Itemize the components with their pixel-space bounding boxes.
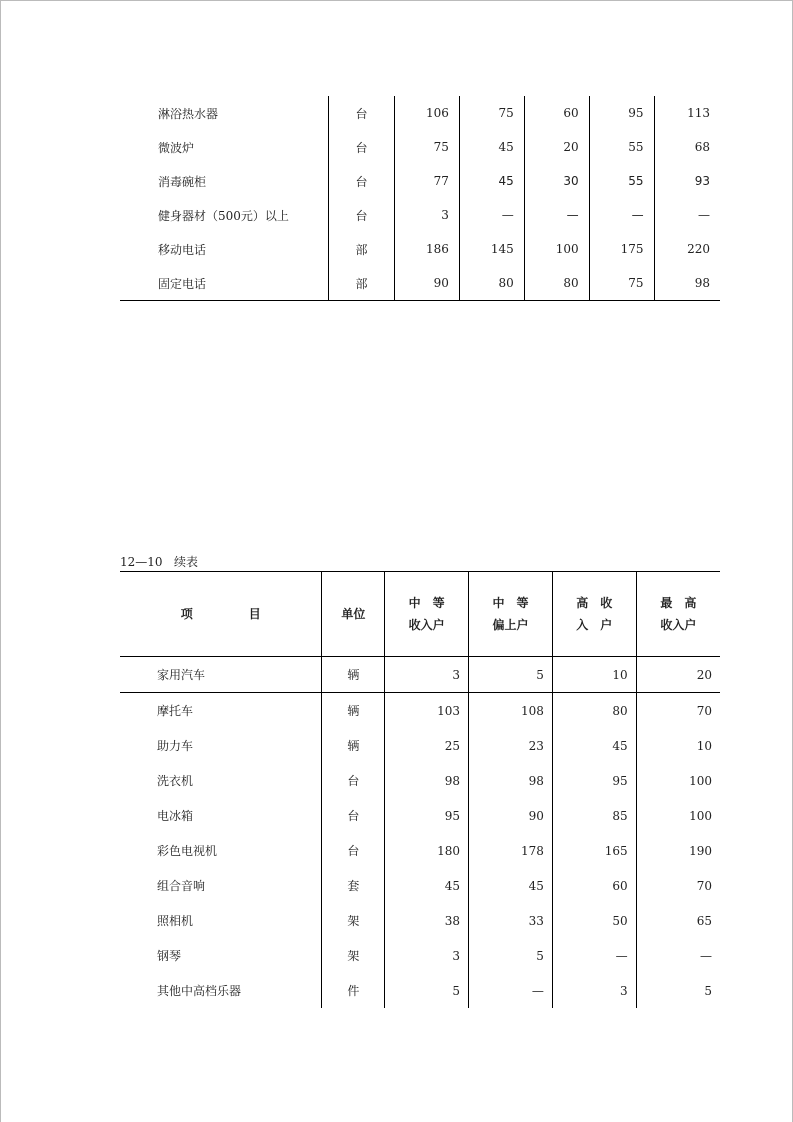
header-item-b: 目 xyxy=(248,607,261,621)
value-cell: 68 xyxy=(654,130,720,164)
item-name: 摩托车 xyxy=(157,704,194,718)
value-cell: 98 xyxy=(385,763,469,798)
table-header-row xyxy=(120,572,720,657)
item-name: 家用汽车 xyxy=(120,657,322,693)
value-cell: 95 xyxy=(589,96,654,130)
header-unit: 单位 xyxy=(322,572,385,657)
value-cell: 5 xyxy=(469,657,553,693)
value-cell: 190 xyxy=(636,833,720,868)
header-col2-line1: 中 等 xyxy=(492,596,529,610)
value-cell: 75 xyxy=(459,96,524,130)
table-row xyxy=(120,693,720,729)
item-unit: 台 xyxy=(329,198,395,232)
value-cell: 45 xyxy=(459,164,524,198)
header-col1 xyxy=(385,572,469,657)
table-row xyxy=(120,973,720,1008)
item-unit: 部 xyxy=(329,232,395,266)
value-cell: 45 xyxy=(459,130,524,164)
value-cell: 80 xyxy=(459,266,524,301)
page-border-top xyxy=(0,0,793,1)
value-cell: 75 xyxy=(589,266,654,301)
item-unit: 台 xyxy=(322,798,385,833)
value-cell: 80 xyxy=(524,266,589,301)
value-cell: 5 xyxy=(469,938,553,973)
table-row xyxy=(120,728,720,763)
header-col3-line1: 高 收 xyxy=(576,596,613,610)
value-cell: 100 xyxy=(636,798,720,833)
table-row xyxy=(120,266,720,301)
item-unit: 架 xyxy=(322,938,385,973)
value-cell: 165 xyxy=(552,833,636,868)
table-row xyxy=(120,833,720,868)
header-col1-line1: 中 等 xyxy=(408,596,445,610)
header-col2-line2: 偏上户 xyxy=(492,618,529,632)
item-name: 移动电话 xyxy=(158,242,207,257)
value-cell: 5 xyxy=(636,973,720,1008)
page-border-left xyxy=(0,0,1,1122)
value-cell: 25 xyxy=(385,728,469,763)
value-cell: 108 xyxy=(469,693,553,729)
item-name: 淋浴热水器 xyxy=(158,106,219,121)
value-cell: 220 xyxy=(654,232,720,266)
table-row xyxy=(120,903,720,938)
table-row xyxy=(120,164,720,198)
item-unit: 件 xyxy=(322,973,385,1008)
item-name: 微波炉 xyxy=(158,140,195,155)
value-cell: 93 xyxy=(654,164,720,198)
header-item xyxy=(120,572,322,657)
value-cell: 100 xyxy=(524,232,589,266)
value-cell: 95 xyxy=(385,798,469,833)
value-cell: 3 xyxy=(385,938,469,973)
value-cell: 85 xyxy=(552,798,636,833)
appliance-ownership-table-part2 xyxy=(120,571,720,1008)
value-cell: 90 xyxy=(469,798,553,833)
table-row xyxy=(120,130,720,164)
value-cell: 145 xyxy=(459,232,524,266)
value-cell: 98 xyxy=(469,763,553,798)
table-row xyxy=(120,198,720,232)
value-cell: 45 xyxy=(469,868,553,903)
item-name: 彩色电视机 xyxy=(157,844,218,858)
item-name: 钢琴 xyxy=(157,949,182,963)
value-cell: 3 xyxy=(552,973,636,1008)
item-name: 助力车 xyxy=(157,739,194,753)
table-row xyxy=(120,763,720,798)
value-cell: 95 xyxy=(552,763,636,798)
value-cell: — xyxy=(636,938,720,973)
item-unit: 架 xyxy=(322,903,385,938)
item-name: 照相机 xyxy=(157,914,194,928)
value-cell: 103 xyxy=(385,693,469,729)
table-row xyxy=(120,868,720,903)
value-cell: 186 xyxy=(394,232,459,266)
value-cell: 75 xyxy=(394,130,459,164)
item-unit: 部 xyxy=(329,266,395,301)
value-cell: 45 xyxy=(385,868,469,903)
value-cell: 65 xyxy=(636,903,720,938)
table-row xyxy=(120,938,720,973)
appliance-ownership-table-part1 xyxy=(120,96,720,301)
value-cell: 180 xyxy=(385,833,469,868)
value-cell: 90 xyxy=(394,266,459,301)
value-cell: 33 xyxy=(469,903,553,938)
item-name: 其他中高档乐器 xyxy=(157,984,242,998)
header-col4 xyxy=(636,572,720,657)
item-name: 电冰箱 xyxy=(157,809,194,823)
item-name: 消毒碗柜 xyxy=(158,174,207,189)
value-cell: 175 xyxy=(589,232,654,266)
value-cell: 10 xyxy=(636,728,720,763)
value-cell: 70 xyxy=(636,868,720,903)
value-cell: 20 xyxy=(636,657,720,693)
table-row xyxy=(120,232,720,266)
value-cell: 106 xyxy=(394,96,459,130)
table-row xyxy=(120,96,720,130)
value-cell: 45 xyxy=(552,728,636,763)
value-cell: 113 xyxy=(654,96,720,130)
value-cell: 20 xyxy=(524,130,589,164)
value-cell: 60 xyxy=(552,868,636,903)
value-cell: 30 xyxy=(524,164,589,198)
item-unit: 台 xyxy=(322,763,385,798)
value-cell: 100 xyxy=(636,763,720,798)
header-col3-line2: 入 户 xyxy=(576,618,613,632)
item-unit: 套 xyxy=(322,868,385,903)
table-caption: 12—10 续表 xyxy=(120,555,198,569)
value-cell: 5 xyxy=(385,973,469,1008)
value-cell: — xyxy=(459,198,524,232)
header-col4-line1: 最 高 xyxy=(660,596,697,610)
value-cell: 38 xyxy=(385,903,469,938)
item-name: 组合音响 xyxy=(157,879,206,893)
value-cell: — xyxy=(469,973,553,1008)
item-unit: 辆 xyxy=(322,657,385,693)
item-unit: 台 xyxy=(329,96,395,130)
value-cell: 3 xyxy=(394,198,459,232)
header-col4-line2: 收入户 xyxy=(660,618,697,632)
value-cell: 77 xyxy=(394,164,459,198)
value-cell: 55 xyxy=(589,164,654,198)
header-col1-line2: 收入户 xyxy=(408,618,445,632)
value-cell: 23 xyxy=(469,728,553,763)
item-unit: 辆 xyxy=(322,728,385,763)
item-name: 健身器材（500元）以上 xyxy=(158,208,289,223)
value-cell: 50 xyxy=(552,903,636,938)
item-unit: 台 xyxy=(329,130,395,164)
item-name: 洗衣机 xyxy=(157,774,194,788)
value-cell: 55 xyxy=(589,130,654,164)
value-cell: — xyxy=(589,198,654,232)
header-item-a: 项 xyxy=(180,607,193,621)
value-cell: 98 xyxy=(654,266,720,301)
item-unit: 台 xyxy=(322,833,385,868)
header-col2 xyxy=(469,572,553,657)
value-cell: 70 xyxy=(636,693,720,729)
header-col3 xyxy=(552,572,636,657)
item-unit: 台 xyxy=(329,164,395,198)
item-unit: 辆 xyxy=(322,693,385,729)
value-cell: — xyxy=(552,938,636,973)
value-cell: — xyxy=(524,198,589,232)
item-name: 固定电话 xyxy=(120,266,329,301)
value-cell: 80 xyxy=(552,693,636,729)
value-cell: 10 xyxy=(552,657,636,693)
value-cell: 60 xyxy=(524,96,589,130)
value-cell: 178 xyxy=(469,833,553,868)
table-row xyxy=(120,657,720,693)
value-cell: — xyxy=(654,198,720,232)
table-row xyxy=(120,798,720,833)
value-cell: 3 xyxy=(385,657,469,693)
